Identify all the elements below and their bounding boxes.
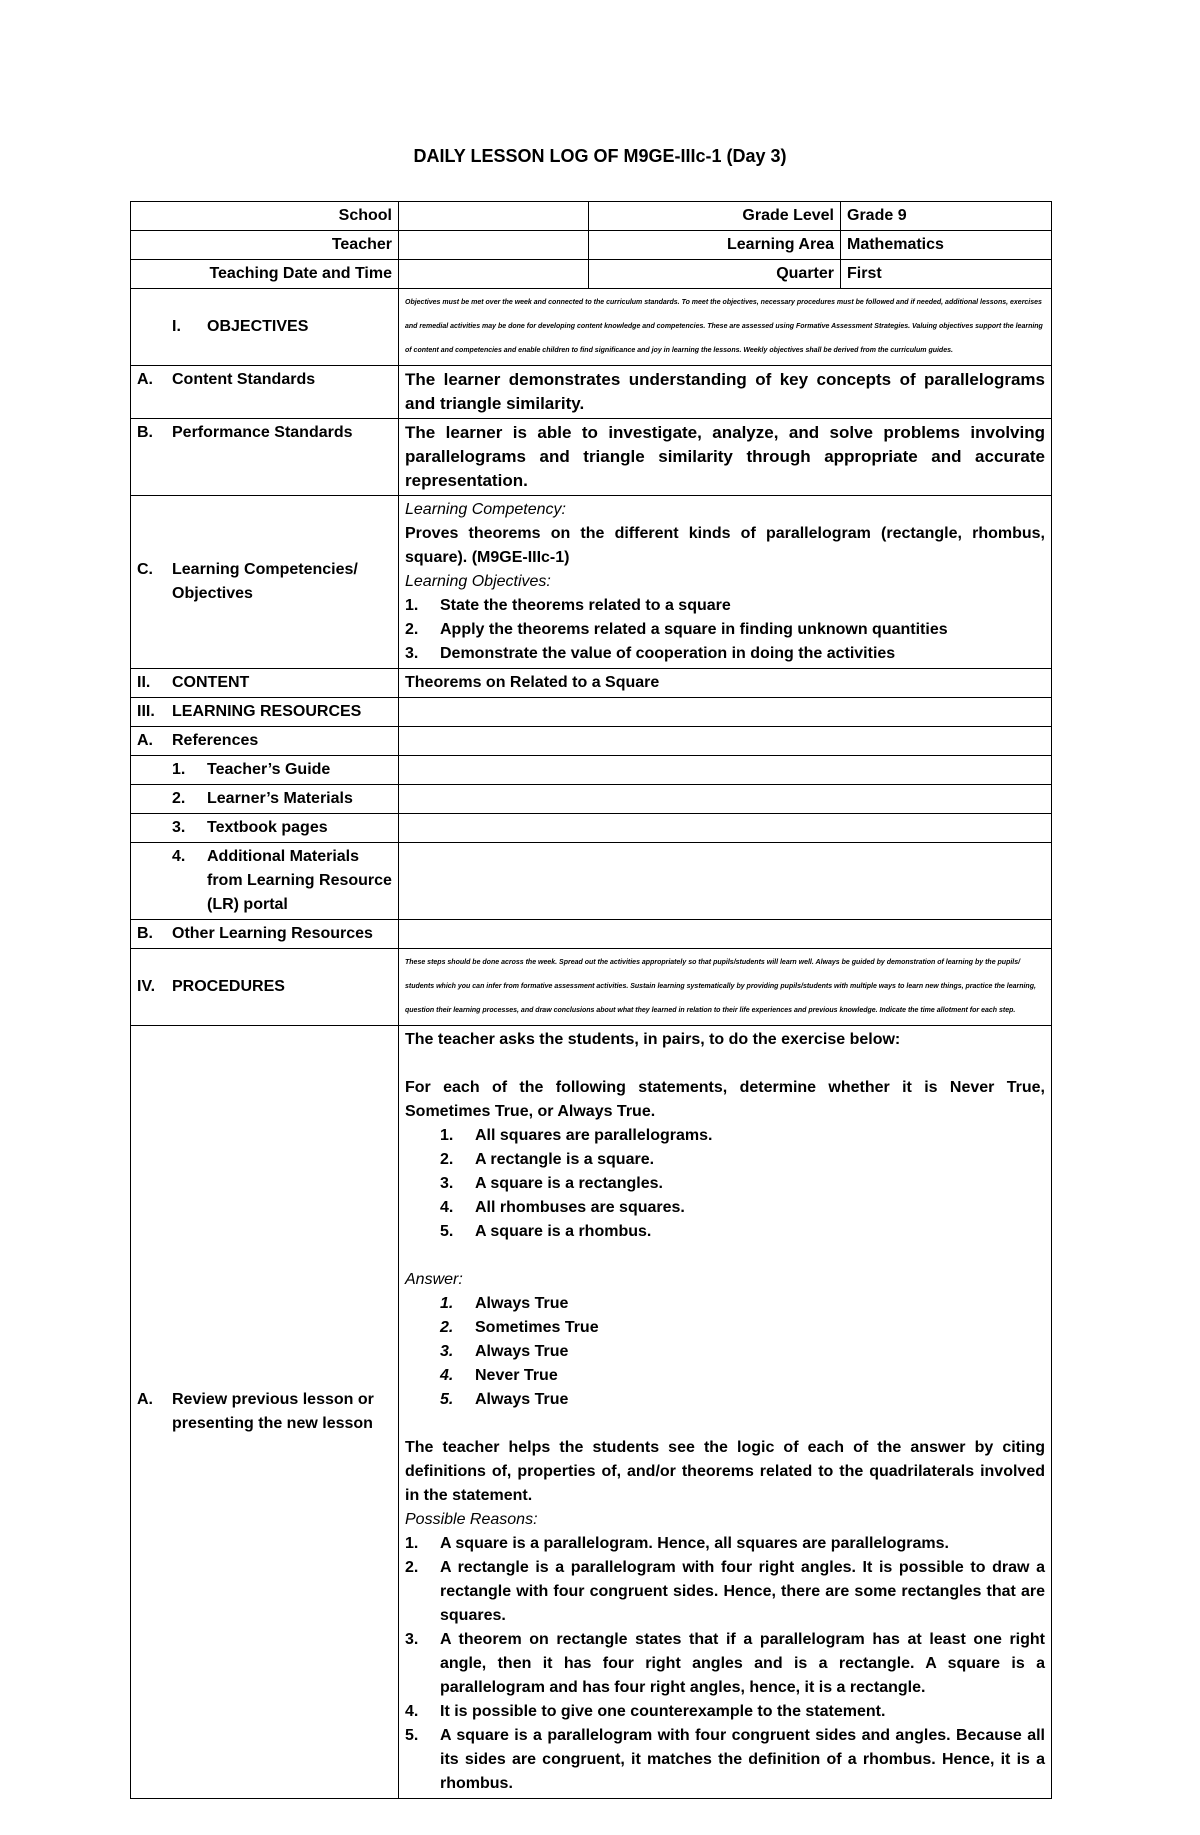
quarter-label: Quarter — [589, 260, 841, 289]
procedures-note: These steps should be done across the week. Spread out the activities appropriately so that pupils/students will learn well. Always be guided by demonstration of learning by the pupils/ students which you can infer from formative assessment activities. Sustain learning systematically by providing pupils/students with multiple ways to learn new things, practice the learning, question their learning processes, and draw conclusions about what they learned in relation to their life experiences and previous knowledge. Indicate the time allotment for each step. — [399, 949, 1052, 1026]
statement-item: 5. A square is a rhombus. — [440, 1223, 652, 1240]
objective-item: 2. Apply the theorems related a square in finding unknown quantities — [405, 621, 948, 638]
objectives-note: Objectives must be met over the week and connected to the curriculum standards. To meet the objectives, necessary procedures must be followed and if needed, additional lessons, exercises and remedial activities may be done for developing content knowledge and competencies. These are assessed using Formative Assessment Strategies. Valuing objectives support the learning of content and competencies and enable children to find significance and joy in learning the lessons. Weekly objectives shall be derived from the curriculum guides. — [399, 289, 1052, 366]
review-cell — [399, 1026, 1052, 1799]
content-value: Theorems on Related to a Square — [399, 669, 1052, 698]
answer-heading: Answer: — [405, 1271, 463, 1288]
teacher-value — [399, 231, 589, 260]
header-row-school — [131, 202, 1052, 231]
learning-area-value: Mathematics — [841, 231, 1052, 260]
quarter-value: First — [841, 260, 1052, 289]
statement-item: 2. A rectangle is a square. — [440, 1151, 655, 1168]
resource-learners-materials: 2. Learner’s Materials — [131, 785, 399, 814]
answer-item: 2. Sometimes True — [440, 1319, 599, 1336]
review-instruction: For each of the following statements, determine whether it is Never True, Sometimes True, or Always True. — [405, 1079, 1045, 1120]
resources-label: III. LEARNING RESOURCES — [131, 698, 399, 727]
performance-standards-row — [131, 419, 1052, 496]
reason-item: 2. A rectangle is a parallelogram with four right angles. It is possible to draw a rectangle with four congruent sides. Hence, there are some rectangles that are squares. — [405, 1559, 1045, 1624]
answer-item: 5. Always True — [440, 1391, 569, 1408]
reasons-heading: Possible Reasons: — [405, 1511, 538, 1528]
review-label: A. Review previous lesson or presenting the new lesson — [131, 1026, 399, 1799]
grade-level-value: Grade 9 — [841, 202, 1052, 231]
review-logic: The teacher helps the students see the logic of each of the answer by citing definitions of, properties of, and/or theorems related to the quadrilaterals involved in the statement. — [405, 1439, 1045, 1504]
resource-item-row — [131, 756, 1052, 785]
objective-item: 3. Demonstrate the value of cooperation in doing the activities — [405, 645, 896, 662]
reason-item: 3. A theorem on rectangle states that if a parallelogram has at least one right angle, then it has four right angles and is a rectangle. A square is a parallelogram and has four right angles, hence, it is a rectangle. — [405, 1631, 1045, 1696]
date-value — [399, 260, 589, 289]
resource-item-row — [131, 843, 1052, 920]
reason-item: 4. It is possible to give one counterexample to the statement. — [405, 1703, 886, 1720]
objectives-row — [131, 289, 1052, 366]
lesson-log-table — [130, 201, 1052, 1799]
statement-item: 4. All rhombuses are squares. — [440, 1199, 685, 1216]
competencies-row — [131, 496, 1052, 669]
header-row-date — [131, 260, 1052, 289]
grade-level-label: Grade Level — [589, 202, 841, 231]
statement-item: 3. A square is a rectangles. — [440, 1175, 663, 1192]
school-value — [399, 202, 589, 231]
statement-item: 1. All squares are parallelograms. — [440, 1127, 713, 1144]
references-row — [131, 727, 1052, 756]
content-standards-label: A. Content Standards — [131, 366, 399, 419]
reason-item: 5. A square is a parallelogram with four congruent sides and angles. Because all its sides are congruent, it matches the definition of a rhombus. Hence, it is a rhombus. — [405, 1727, 1045, 1792]
review-intro: The teacher asks the students, in pairs, to do the exercise below: — [405, 1031, 901, 1048]
resource-additional-materials: 4. Additional Materials from Learning Resource (LR) portal — [131, 843, 399, 920]
content-standards-text: The learner demonstrates understanding of key concepts of parallelograms and triangle similarity. — [399, 366, 1052, 419]
competency-text: Proves theorems on the different kinds of parallelogram (rectangle, rhombus, square). (M9GE-IIIc-1) — [405, 525, 1045, 566]
header-row-teacher — [131, 231, 1052, 260]
objectives-heading: I. OBJECTIVES — [131, 289, 399, 366]
procedures-label: IV. PROCEDURES — [131, 949, 399, 1026]
competencies-cell — [399, 496, 1052, 669]
answer-item: 1. Always True — [440, 1295, 569, 1312]
answer-item: 4. Never True — [440, 1367, 558, 1384]
resource-item-row — [131, 814, 1052, 843]
answer-item: 3. Always True — [440, 1343, 569, 1360]
document-title: DAILY LESSON LOG OF M9GE-IIIc-1 (Day 3) — [413, 146, 787, 166]
performance-standards-label: B. Performance Standards — [131, 419, 399, 496]
teacher-label: Teacher — [131, 231, 399, 260]
date-label: Teaching Date and Time — [131, 260, 399, 289]
other-resources-row — [131, 920, 1052, 949]
resources-row — [131, 698, 1052, 727]
performance-standards-text: The learner is able to investigate, analyze, and solve problems involving parallelograms and triangle similarity through appropriate and accurate representation. — [399, 419, 1052, 496]
competencies-label: C. Learning Competencies/ Objectives — [131, 496, 399, 669]
content-label: II. CONTENT — [131, 669, 399, 698]
school-label: School — [131, 202, 399, 231]
competency-heading: Learning Competency: — [405, 501, 566, 518]
resource-textbook-pages: 3. Textbook pages — [131, 814, 399, 843]
resource-teachers-guide: 1. Teacher’s Guide — [131, 756, 399, 785]
resource-item-row — [131, 785, 1052, 814]
procedures-row — [131, 949, 1052, 1026]
objectives-heading-text: Learning Objectives: — [405, 573, 551, 590]
objective-item: 1. State the theorems related to a square — [405, 597, 731, 614]
review-row — [131, 1026, 1052, 1799]
content-standards-row — [131, 366, 1052, 419]
reason-item: 1. A square is a parallelogram. Hence, all squares are parallelograms. — [405, 1535, 949, 1552]
references-label: A. References — [131, 727, 399, 756]
learning-area-label: Learning Area — [589, 231, 841, 260]
content-row — [131, 669, 1052, 698]
other-resources-label: B. Other Learning Resources — [131, 920, 399, 949]
